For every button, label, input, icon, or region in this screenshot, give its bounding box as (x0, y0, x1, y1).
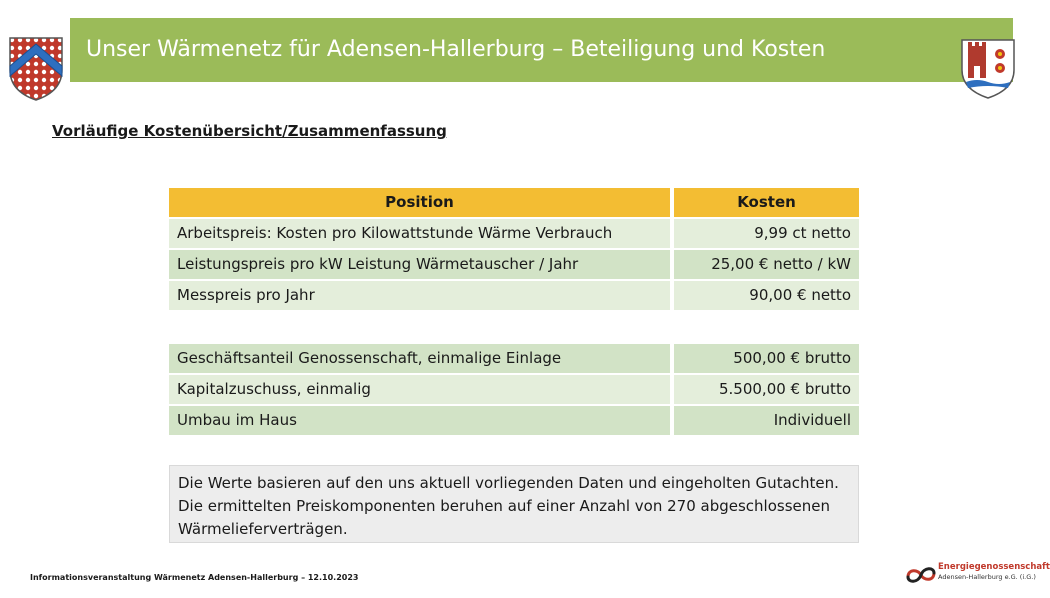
table-row (169, 281, 859, 312)
row-cost: 25,00 € netto / kW (674, 250, 859, 279)
logo-subtitle: Adensen-Hallerburg e.G. (i.G.) (938, 573, 1036, 581)
page-title: Unser Wärmenetz für Adensen-Hallerburg – Beteiligung und Kosten (86, 37, 826, 62)
table-row (169, 406, 859, 437)
row-cost: 9,99 ct netto (674, 219, 859, 248)
column-header-position: Position (169, 188, 670, 217)
coat-of-arms-icon (8, 36, 64, 102)
row-position: Messpreis pro Jahr (169, 281, 670, 310)
section-subtitle: Vorläufige Kostenübersicht/Zusammenfassung (52, 122, 447, 140)
row-position: Arbeitspreis: Kosten pro Kilowattstunde Wärme Verbrauch (169, 219, 670, 248)
column-header-cost: Kosten (674, 188, 859, 217)
row-position: Geschäftsanteil Genossenschaft, einmalige Einlage (169, 344, 670, 373)
table-row (169, 219, 859, 250)
infinity-logo-icon (905, 563, 937, 583)
row-position: Leistungspreis pro kW Leistung Wärmetauscher / Jahr (169, 250, 670, 279)
contribution-table (169, 344, 859, 437)
table-header-row (169, 188, 859, 219)
table-row (169, 250, 859, 281)
row-cost: 90,00 € netto (674, 281, 859, 310)
footer-caption: Informationsveranstaltung Wärmenetz Adensen-Hallerburg – 12.10.2023 (30, 573, 359, 582)
cost-table (169, 188, 859, 312)
table-row (169, 344, 859, 375)
logo-name: Energiegenossenschaft (938, 562, 1050, 572)
row-cost: 5.500,00 € brutto (674, 375, 859, 404)
row-position: Umbau im Haus (169, 406, 670, 435)
note-box: Die Werte basieren auf den uns aktuell vorliegenden Daten und eingeholten Gutachten. Die ermittelten Preiskomponenten beruhen auf einer Anzahl von 270 abgeschlossenen Wärmelieferverträgen. (169, 465, 859, 543)
row-cost: 500,00 € brutto (674, 344, 859, 373)
cooperative-logo (905, 561, 1050, 587)
row-position: Kapitalzuschuss, einmalig (169, 375, 670, 404)
table-row (169, 375, 859, 406)
coat-of-arms-icon (960, 38, 1016, 100)
row-cost: Individuell (674, 406, 859, 435)
